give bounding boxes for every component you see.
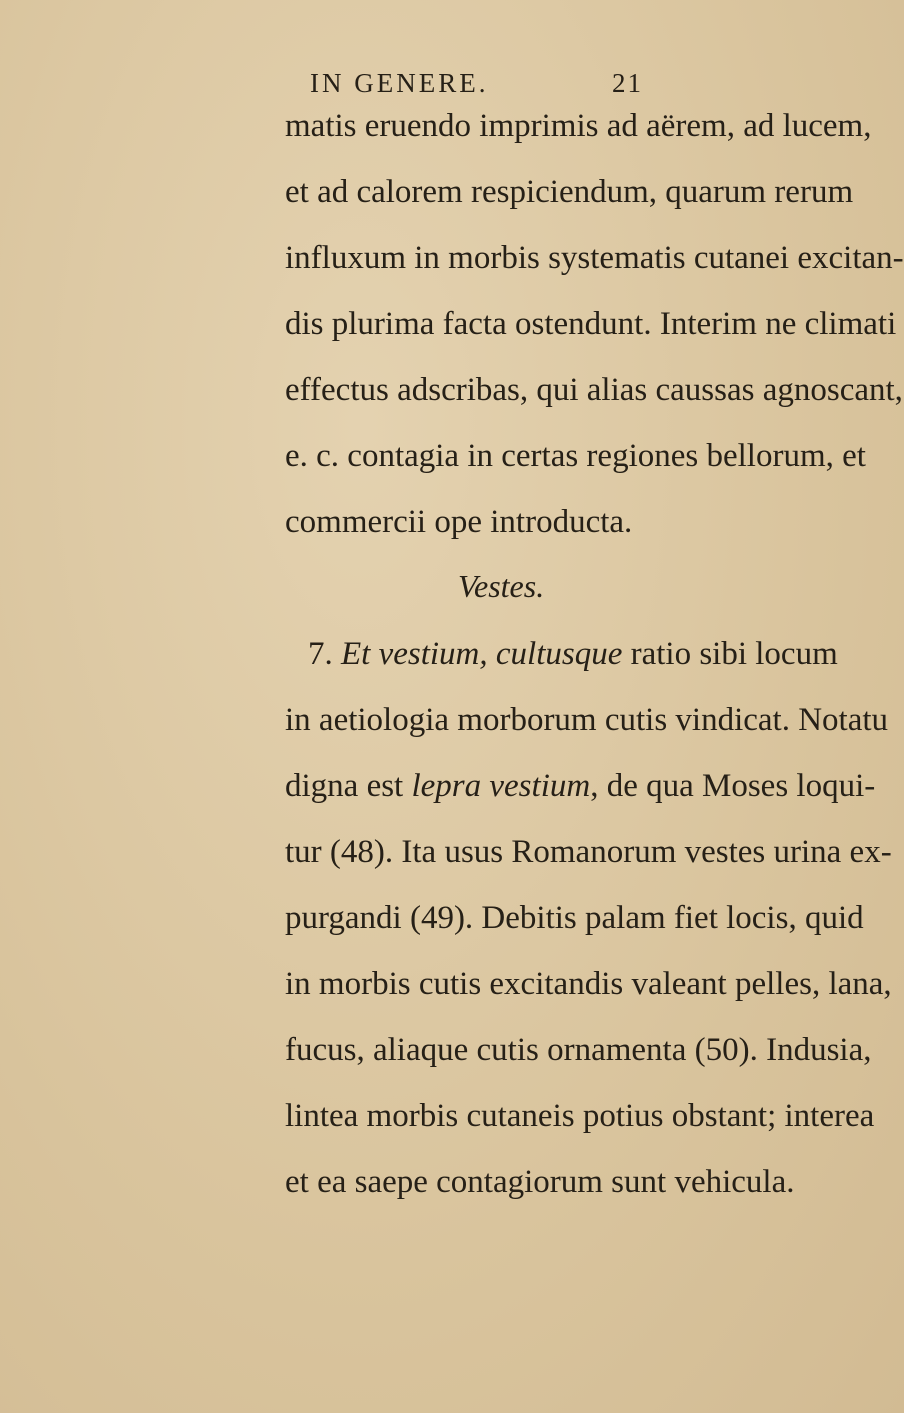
text-line: et ad calorem respiciendum, quarum rerum [285,174,854,210]
text-line: commercii ope introducta. [285,504,633,540]
running-header [0,68,800,102]
text-line: lintea morbis cutaneis potius obstant; interea [285,1098,875,1134]
text-line: dis plurima facta ostendunt. Interim ne climati [285,306,897,342]
text-line: e. c. contagia in certas regiones bellorum, et [285,438,866,474]
text-line: matis eruendo imprimis ad aërem, ad lucem, [285,108,872,144]
text-fragment: digna est [285,768,404,804]
header-title: IN GENERE. [310,68,489,98]
text-line: et ea saepe contagiorum sunt vehicula. [285,1164,795,1200]
text-line: purgandi (49). Debitis palam fiet locis, quid [285,900,864,936]
italic-phrase: Et vestium, cultusque [341,636,623,672]
text-line [308,634,838,674]
text-line: influxum in morbis systematis cutanei excitan- [285,240,904,276]
text-line: in aetiologia morborum cutis vindicat. Notatu [285,702,889,738]
text-fragment: , de qua Moses loqui- [590,768,876,804]
text-line: effectus adscribas, qui alias caussas agnoscant, [285,372,903,408]
section-heading-vestes: Vestes. [458,568,545,604]
italic-phrase: lepra vestium [411,768,591,804]
paragraph-number: 7. [308,636,333,672]
text-fragment: ratio sibi locum [630,636,838,672]
text-line: fucus, aliaque cutis ornamenta (50). Indusia, [285,1032,872,1068]
text-line: in morbis cutis excitandis valeant pelles, lana, [285,966,892,1002]
page-number: 21 [612,68,643,98]
text-line [285,766,876,806]
text-line: tur (48). Ita usus Romanorum vestes urina ex- [285,834,892,870]
